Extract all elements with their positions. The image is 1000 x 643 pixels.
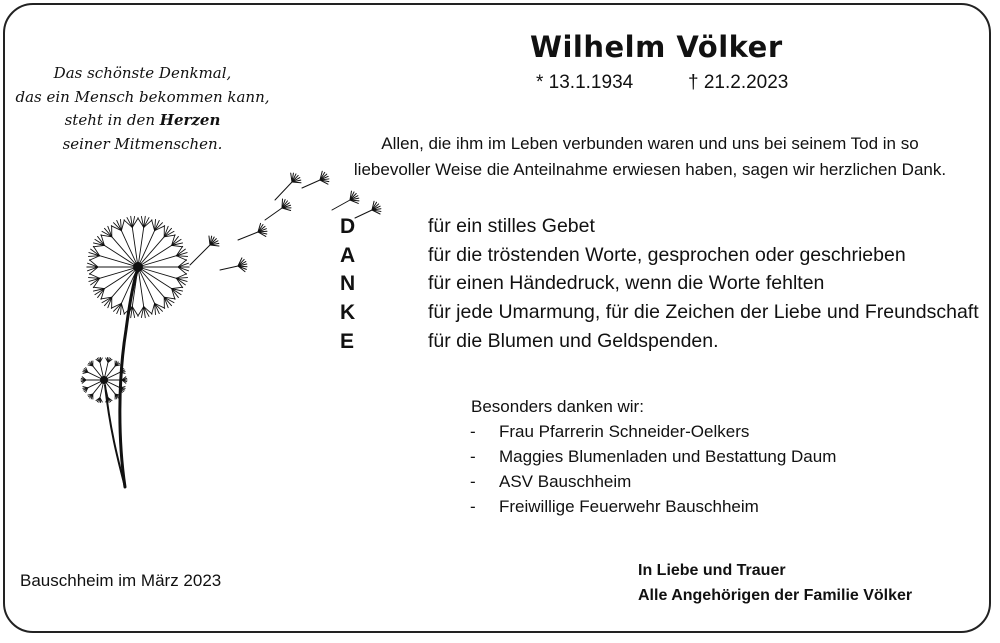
danke-text: für einen Händedruck, wenn die Worte fehlten	[428, 272, 825, 294]
danke-letter: E	[340, 330, 355, 353]
death-date: † 21.2.2023	[688, 72, 789, 93]
quote-text: steht in den	[64, 111, 160, 129]
list-dash: -	[470, 447, 476, 466]
danke-text: für die tröstenden Worte, gesprochen oder geschrieben	[428, 244, 906, 266]
danke-letter: N	[340, 272, 356, 295]
quote-emphasis: Herzen	[159, 111, 221, 129]
memorial-quote	[0, 62, 285, 156]
danke-text: für die Blumen und Geldspenden.	[428, 330, 719, 352]
list-dash: -	[470, 497, 476, 516]
danke-text: für jede Umarmung, für die Zeichen der Liebe und Freundschaft	[428, 301, 979, 323]
intro-line: liebevoller Weise die Anteilnahme erwiesen haben, sagen wir herzlichen Dank.	[353, 160, 947, 179]
special-thanks-text: Maggies Blumenladen und Bestattung Daum	[499, 447, 837, 466]
special-thanks-text: ASV Bauschheim	[499, 472, 632, 491]
quote-line: seiner Mitmenschen.	[62, 134, 223, 153]
place-and-date: Bauschheim im März 2023	[20, 571, 222, 590]
danke-letter: K	[340, 301, 356, 324]
intro-text	[330, 131, 970, 183]
quote-line	[0, 109, 285, 133]
danke-letter: A	[340, 244, 356, 267]
special-thanks-item	[470, 472, 631, 492]
special-thanks-item	[470, 497, 759, 517]
signature-line: In Liebe und Trauer	[638, 562, 786, 579]
special-thanks-item	[470, 422, 749, 442]
special-thanks-text: Frau Pfarrerin Schneider-Oelkers	[499, 422, 750, 441]
list-dash: -	[470, 472, 476, 491]
quote-line: Das schönste Denkmal,	[53, 64, 232, 82]
special-thanks-text: Freiwillige Feuerwehr Bauschheim	[499, 497, 759, 516]
danke-text: für ein stilles Gebet	[428, 215, 595, 237]
deceased-name: Wilhelm Völker	[530, 30, 783, 64]
special-thanks-heading: Besonders danken wir:	[471, 397, 644, 416]
birth-date: * 13.1.1934	[536, 72, 634, 93]
signature-line: Alle Angehörigen der Familie Völker	[638, 587, 913, 604]
list-dash: -	[470, 422, 476, 441]
danke-letter: D	[340, 215, 356, 238]
intro-line: Allen, die ihm im Leben verbunden waren und uns bei seinem Tod in so	[381, 134, 919, 153]
special-thanks-item	[470, 447, 836, 467]
quote-line: das ein Mensch bekommen kann,	[15, 87, 270, 106]
